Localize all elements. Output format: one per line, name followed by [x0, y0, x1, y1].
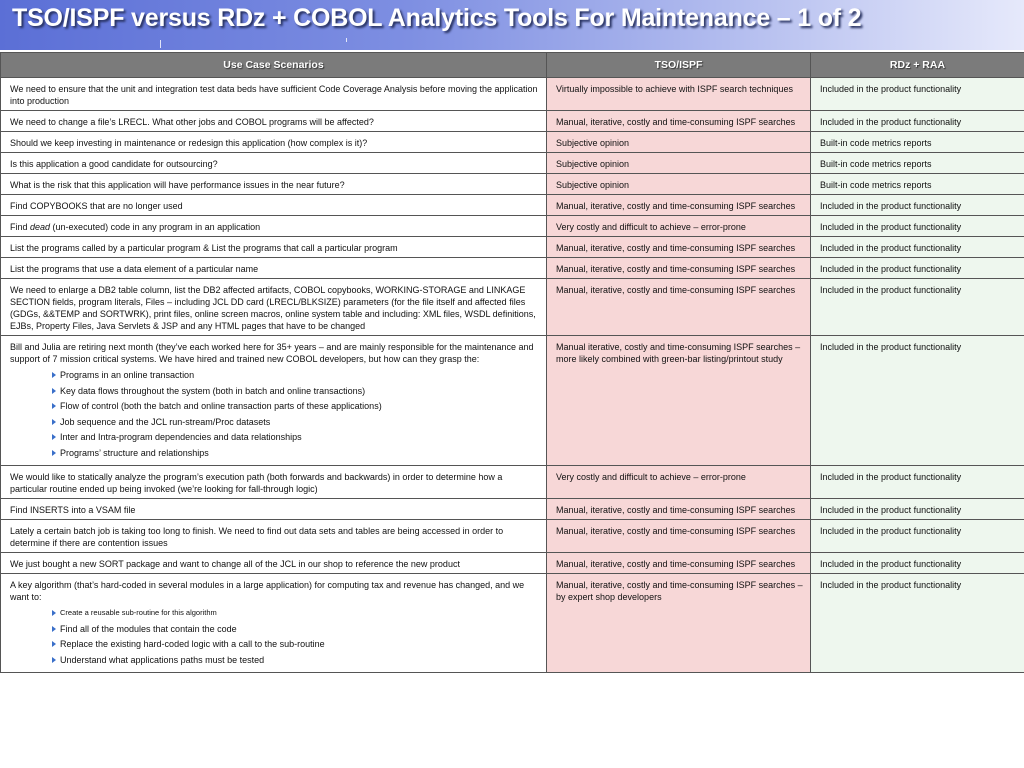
- comparison-table: [0, 52, 1024, 673]
- table-row: [1, 499, 1024, 520]
- tso-ispf-cell: Manual, iterative, costly and time-consuming ISPF searches: [547, 195, 811, 216]
- table-row: [1, 336, 1024, 466]
- page-title: TSO/ISPF versus RDz + COBOL Analytics Tools For Maintenance – 1 of 2: [12, 4, 862, 32]
- title-divider: [160, 40, 161, 48]
- table-row: [1, 78, 1024, 111]
- scenario-text: We need to enlarge a DB2 table column, list the DB2 affected artifacts, COBOL copybooks, WORKING-STORAGE and LINKAGE SECTION fields, program literals, Files – including JCL DD card (LRECL/BLKSIZE) parameters (for the file itself and affected files (GDGs, &&TEMP and SORTWRK), print files, online screen macros, online system table and including: XML files, WSDL definitions, EJBs, Property Files, Java Servlets & JSP and any HTML pages that have to be changed: [10, 285, 536, 331]
- rdz-raa-cell: Included in the product functionality: [811, 78, 1024, 111]
- scenario-cell: [1, 499, 547, 520]
- list-item: Key data flows throughout the system (both in batch and online transactions): [52, 385, 540, 398]
- scenario-emphasis: dead: [30, 222, 51, 232]
- table-row: [1, 216, 1024, 237]
- scenario-cell: [1, 111, 547, 132]
- scenario-text: A key algorithm (that’s hard-coded in several modules in a large application) for computing tax and revenue has changed, and we want to:: [10, 580, 525, 602]
- header-row: [1, 53, 1024, 78]
- header-rdz-raa: RDz + RAA: [811, 53, 1024, 78]
- table-row: [1, 279, 1024, 336]
- tso-ispf-cell: Manual, iterative, costly and time-consuming ISPF searches: [547, 111, 811, 132]
- rdz-raa-cell: Built-in code metrics reports: [811, 153, 1024, 174]
- tso-ispf-cell: Manual, iterative, costly and time-consuming ISPF searches: [547, 520, 811, 553]
- tso-ispf-cell: Manual iterative, costly and time-consuming ISPF searches – more likely combined with green-bar listing/printout study: [547, 336, 811, 466]
- rdz-raa-cell: Included in the product functionality: [811, 553, 1024, 574]
- rdz-raa-cell: Included in the product functionality: [811, 111, 1024, 132]
- tso-ispf-cell: Subjective opinion: [547, 153, 811, 174]
- table-row: [1, 553, 1024, 574]
- rdz-raa-cell: Included in the product functionality: [811, 520, 1024, 553]
- tso-ispf-cell: Virtually impossible to achieve with ISPF search techniques: [547, 78, 811, 111]
- table-row: [1, 520, 1024, 553]
- table-row: [1, 466, 1024, 499]
- table-row: [1, 258, 1024, 279]
- scenario-text: List the programs called by a particular program & List the programs that call a particular program: [10, 243, 398, 253]
- scenario-bullet-list: [52, 369, 540, 459]
- rdz-raa-cell: Included in the product functionality: [811, 195, 1024, 216]
- scenario-text: Should we keep investing in maintenance or redesign this application (how complex is it)?: [10, 138, 368, 148]
- list-item: Replace the existing hard-coded logic with a call to the sub-routine: [52, 638, 540, 651]
- tso-ispf-cell: Manual, iterative, costly and time-consuming ISPF searches – by expert shop developers: [547, 574, 811, 673]
- table-body: [1, 78, 1024, 673]
- tso-ispf-cell: Manual, iterative, costly and time-consuming ISPF searches: [547, 279, 811, 336]
- scenario-text: Bill and Julia are retiring next month (they’ve each worked here for 35+ years – and are mainly responsible for the maintenance and support of 7 mission critical systems. We have hired and trained new COBOL developers, but how can they grasp the:: [10, 342, 534, 364]
- scenario-cell: [1, 258, 547, 279]
- list-item: Programs in an online transaction: [52, 369, 540, 382]
- rdz-raa-cell: Built-in code metrics reports: [811, 174, 1024, 195]
- title-bar: [0, 0, 1024, 50]
- list-item: Find all of the modules that contain the code: [52, 623, 540, 636]
- scenario-cell: [1, 574, 547, 673]
- rdz-raa-cell: Included in the product functionality: [811, 216, 1024, 237]
- tso-ispf-cell: Manual, iterative, costly and time-consuming ISPF searches: [547, 553, 811, 574]
- rdz-raa-cell: Included in the product functionality: [811, 466, 1024, 499]
- tso-ispf-cell: Subjective opinion: [547, 174, 811, 195]
- scenario-cell: [1, 553, 547, 574]
- header-use-case-scenarios: Use Case Scenarios: [1, 53, 547, 78]
- scenario-text: We need to change a file’s LRECL. What other jobs and COBOL programs will be affected?: [10, 117, 374, 127]
- rdz-raa-cell: Built-in code metrics reports: [811, 132, 1024, 153]
- rdz-raa-cell: Included in the product functionality: [811, 279, 1024, 336]
- tso-ispf-cell: Very costly and difficult to achieve – error-prone: [547, 216, 811, 237]
- scenario-cell: [1, 466, 547, 499]
- scenario-cell: [1, 153, 547, 174]
- scenario-bullet-list: [52, 607, 540, 666]
- scenario-text: We need to ensure that the unit and integration test data beds have sufficient Code Coverage Analysis before moving the application into production: [10, 84, 538, 106]
- list-item: Flow of control (both the batch and online transaction parts of these applications): [52, 400, 540, 413]
- title-divider: [346, 38, 347, 42]
- scenario-text: Find: [10, 222, 31, 232]
- scenario-cell: [1, 216, 547, 237]
- list-item: Understand what applications paths must be tested: [52, 654, 540, 667]
- scenario-cell: [1, 336, 547, 466]
- scenario-text: List the programs that use a data element of a particular name: [10, 264, 259, 274]
- scenario-cell: [1, 78, 547, 111]
- header-tso-ispf: TSO/ISPF: [547, 53, 811, 78]
- rdz-raa-cell: Included in the product functionality: [811, 574, 1024, 673]
- scenario-text: Find COPYBOOKS that are no longer used: [10, 201, 183, 211]
- tso-ispf-cell: Manual, iterative, costly and time-consuming ISPF searches: [547, 499, 811, 520]
- table-row: [1, 574, 1024, 673]
- rdz-raa-cell: Included in the product functionality: [811, 258, 1024, 279]
- scenario-text: Lately a certain batch job is taking too long to finish. We need to find out data sets and tables are being accessed in order to determine if there are contention issues: [10, 526, 504, 548]
- scenario-text: We would like to statically analyze the program’s execution path (both forwards and backwards) in order to determine how a particular routine ended up being invoked (we’re looking for fall-through logic): [10, 472, 503, 494]
- tso-ispf-cell: Manual, iterative, costly and time-consuming ISPF searches: [547, 258, 811, 279]
- scenario-text: We just bought a new SORT package and want to change all of the JCL in our shop to reference the new product: [10, 559, 460, 569]
- rdz-raa-cell: Included in the product functionality: [811, 336, 1024, 466]
- scenario-cell: [1, 174, 547, 195]
- list-item: Create a reusable sub-routine for this algorithm: [52, 607, 540, 620]
- list-item: Job sequence and the JCL run-stream/Proc datasets: [52, 416, 540, 429]
- scenario-cell: [1, 279, 547, 336]
- table-row: [1, 111, 1024, 132]
- rdz-raa-cell: Included in the product functionality: [811, 237, 1024, 258]
- list-item: Inter and Intra-program dependencies and data relationships: [52, 431, 540, 444]
- tso-ispf-cell: Subjective opinion: [547, 132, 811, 153]
- scenario-text: What is the risk that this application will have performance issues in the near future?: [10, 180, 345, 190]
- tso-ispf-cell: Very costly and difficult to achieve – error-prone: [547, 466, 811, 499]
- scenario-cell: [1, 132, 547, 153]
- table-row: [1, 153, 1024, 174]
- scenario-text: (un-executed) code in any program in an application: [50, 222, 261, 232]
- rdz-raa-cell: Included in the product functionality: [811, 499, 1024, 520]
- table-row: [1, 195, 1024, 216]
- scenario-cell: [1, 195, 547, 216]
- tso-ispf-cell: Manual, iterative, costly and time-consuming ISPF searches: [547, 237, 811, 258]
- scenario-text: Is this application a good candidate for outsourcing?: [10, 159, 218, 169]
- table-row: [1, 132, 1024, 153]
- scenario-cell: [1, 520, 547, 553]
- scenario-text: Find INSERTS into a VSAM file: [10, 505, 136, 515]
- scenario-cell: [1, 237, 547, 258]
- table-row: [1, 174, 1024, 195]
- list-item: Programs’ structure and relationships: [52, 447, 540, 460]
- table-row: [1, 237, 1024, 258]
